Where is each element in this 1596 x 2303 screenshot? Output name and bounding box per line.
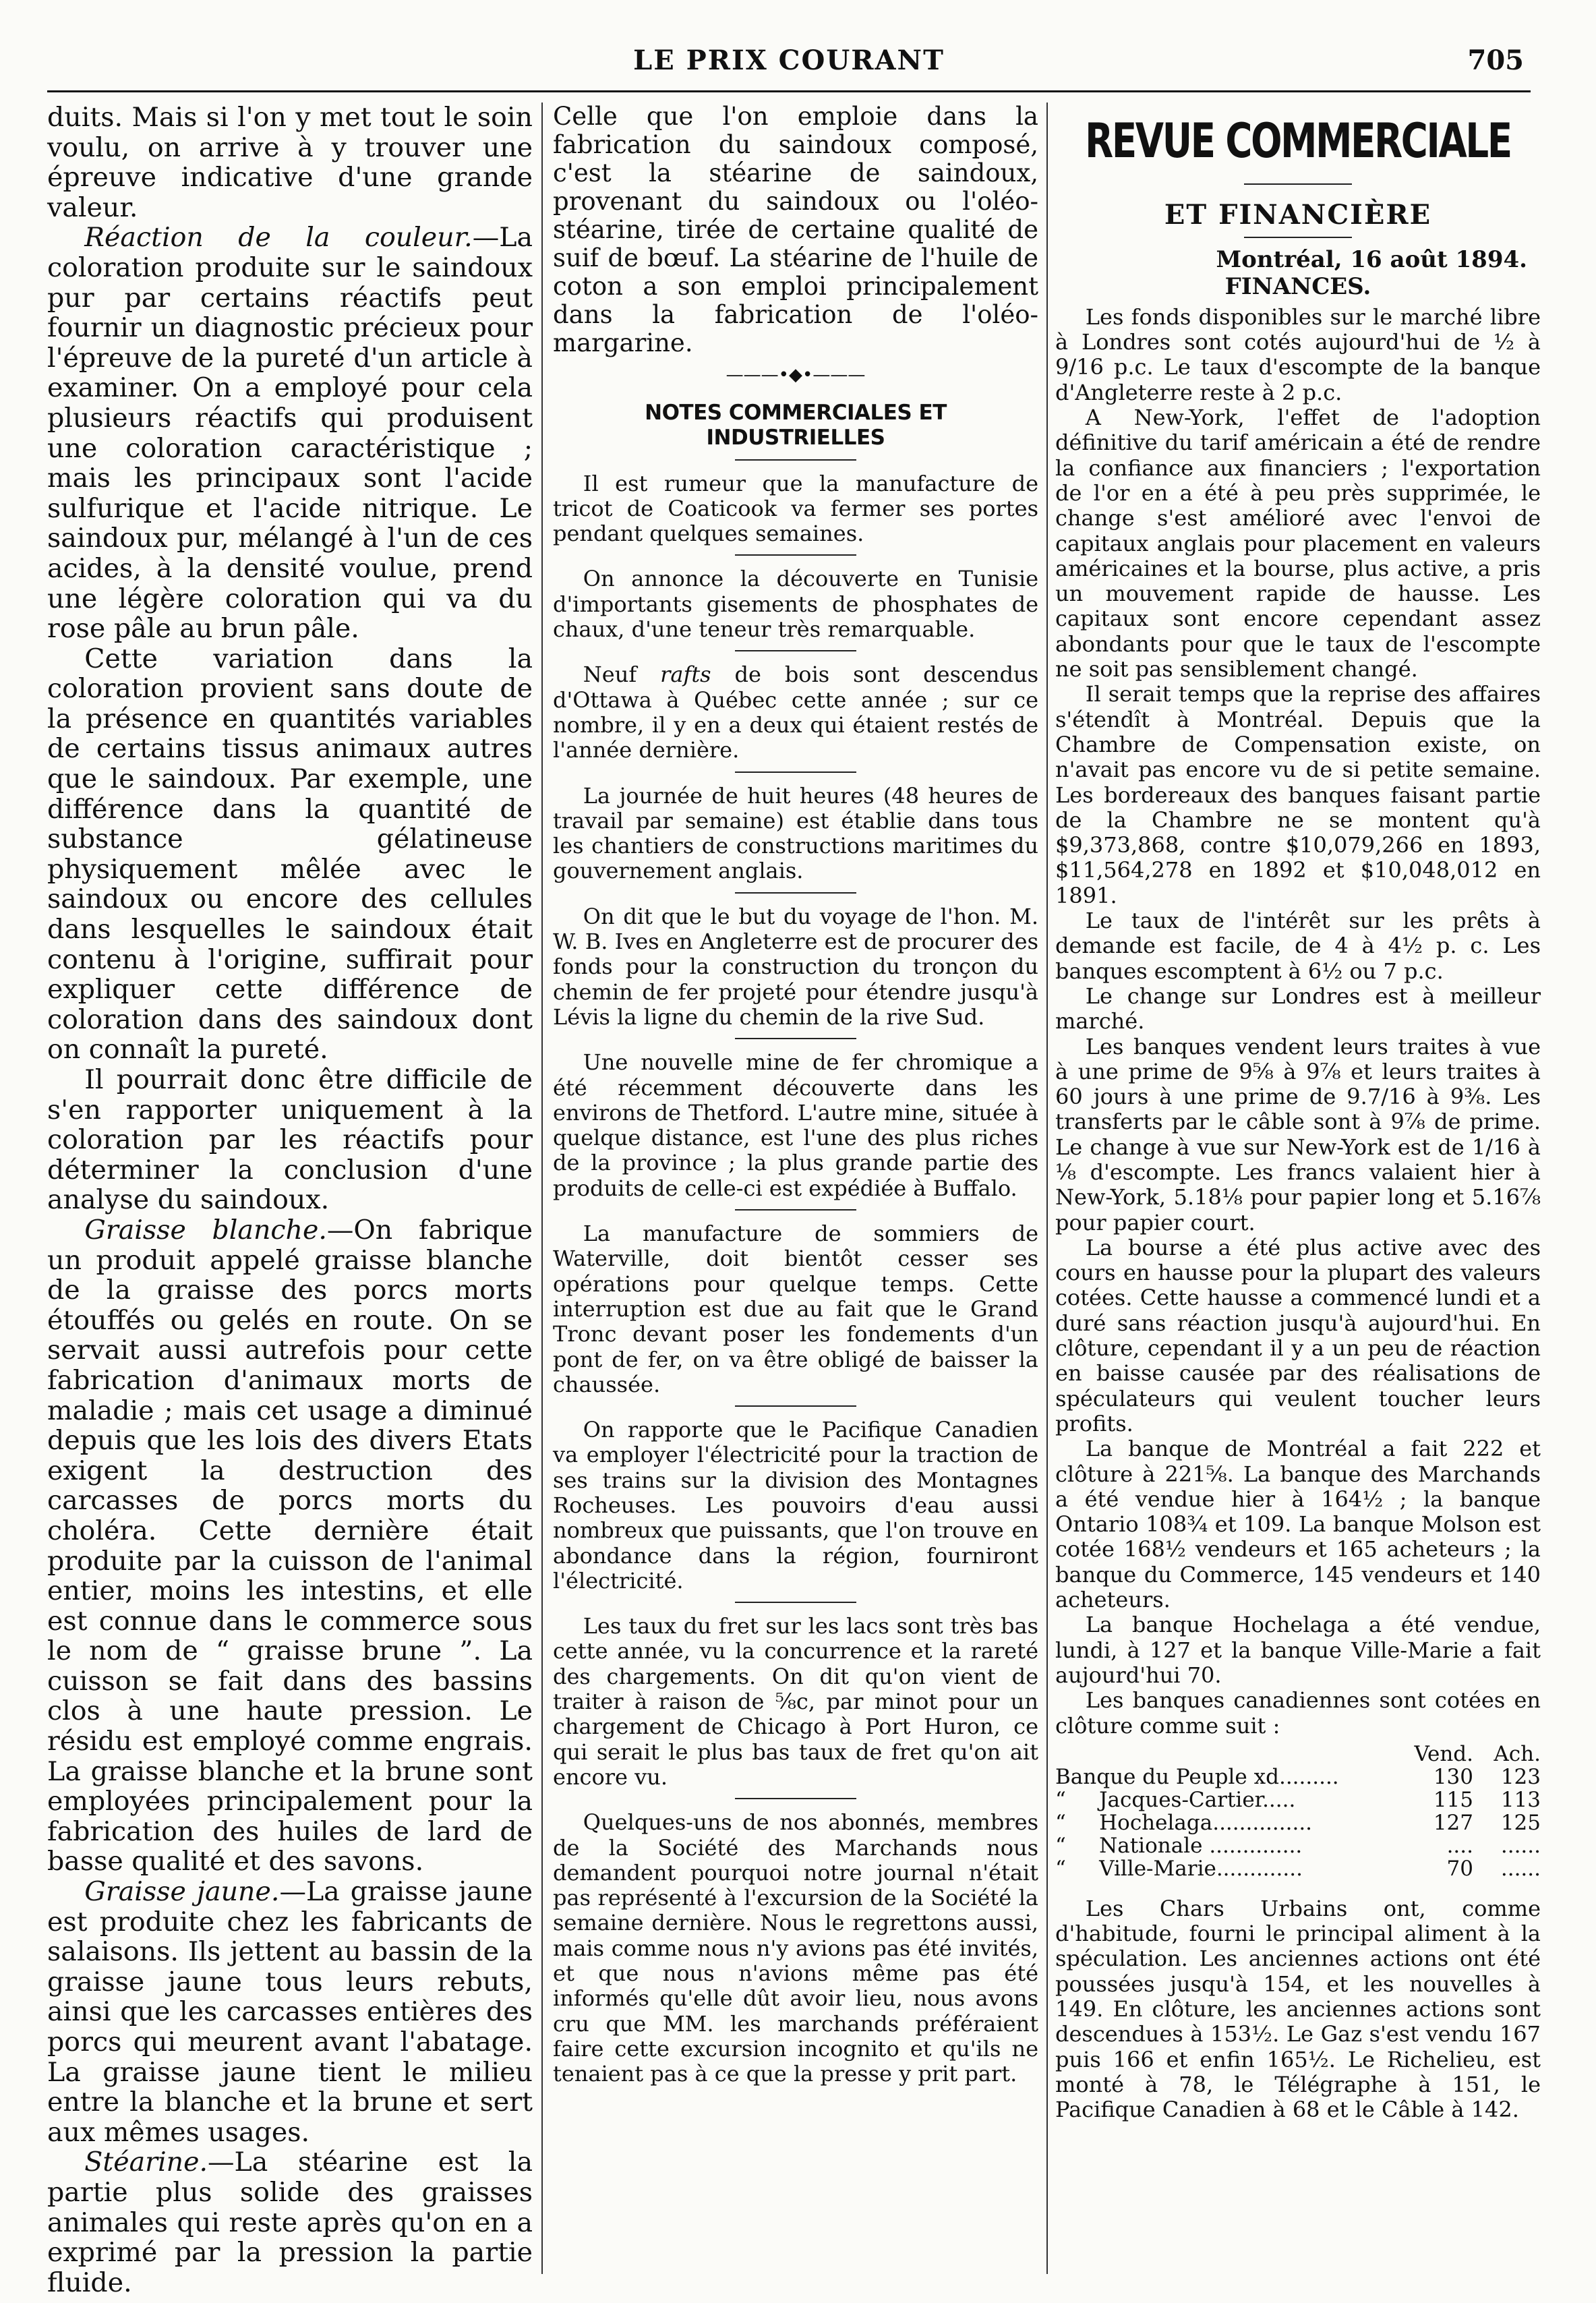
paragraph: Les banques vendent leurs traites à vue à une prime de 9⅝ à 9⅞ et leurs traites à 60 jours à une prime de 9.7/16 à 9⅜. Les transferts par le câble sont à 9⅞ de prime. Le change à vue sur New-York est de 1/16 à ⅛ d'escompte. Les francs valaient hier à New-York, 5.18⅛ pour papier long et 5.16⅞ pour papier court. bbox=[1055, 1033, 1541, 1235]
run-in-heading: Stéarine. bbox=[84, 2147, 208, 2178]
column-header-vend: Vend. bbox=[1414, 1741, 1473, 1766]
ach-value: 125 bbox=[1500, 1810, 1541, 1835]
page-number: 705 bbox=[1467, 45, 1524, 76]
paragraph: Il serait temps que la reprise des affaires s'étendît à Montréal. Depuis que la Chambre de Compensation existe, on n'avait pas encore vu de si petite semaine. Les bordereaux des banques faisant partie de la Chambre ne se montent qu'à $9,373,868, contre $10,079,266 en 1893, $11,564,278 en 1892 et $10,048,012 en 1891. bbox=[1055, 681, 1541, 908]
running-header bbox=[47, 42, 1531, 92]
section-heading: NOTES COMMERCIALES ET INDUSTRIELLES bbox=[645, 401, 947, 450]
bank-name: Banque du Peuple xd......... bbox=[1055, 1764, 1339, 1789]
paragraph-reaction-couleur: Réaction de la couleur.—La coloration produite sur le saindoux pur par certains réactifs peut fournir un diagnostic précieux pour l'épreuve de la pureté d'un article à examiner. On a employé pour cela plusieurs réactifs qui produisent une coloration caractéristique ; mais les principaux sont l'acide sulfurique et l'acide nitrique. Le saindoux pur, mélangé à l'un de ces acides, à la densité voulue, prend une légère coloration qui va du rose pâle au brun pâle. bbox=[47, 222, 533, 645]
paragraph: A New-York, l'effet de l'adoption définitive du tarif américain a été de rendre la confiance aux financiers ; l'exportation de l'or en a été à peu près supprimée, le change s'est amélioré avec l'envoi de capitaux anglais pour placement en valeurs américaines et la bourse, plus active, a pris un mouvement rapide de hausse. Les capitaux sont encore cependant assez abondants pour que le taux de l'escompte ne soit pas sensiblement changé. bbox=[1055, 405, 1541, 682]
table-row bbox=[1055, 1788, 1541, 1811]
run-in-heading: Graisse blanche. bbox=[84, 1214, 327, 1246]
rule bbox=[735, 554, 856, 556]
paragraph: La banque de Montréal a fait 222 et clôture à 221⅝. La banque des Marchands a été vendue hier à 164½ ; la banque Ontario 108¾ et 109. La banque Molson est cotée 168½ vendeurs et 165 acheteurs ; la banque du Commerce, 145 vendeurs et 140 acheteurs. bbox=[1055, 1436, 1541, 1613]
news-item: Quelques-uns de nos abonnés, membres de la Société des Marchands nous demandent pourquoi notre journal n'était pas représenté à l'excursion de la Société la semaine dernière. Nous le regrettons aussi, mais comme nous n'y avions pas été invités, et que nous n'avions même pas été informés qu'elle dût avoir lieu, nous avons cru que MM. les marchands préféraient faire cette excursion incognito et qu'ils ne tenaient pas à ce que la presse y prit part. bbox=[553, 1809, 1038, 2087]
paragraph: Le change sur Londres est à meilleur marché. bbox=[1055, 983, 1541, 1034]
table-row bbox=[1055, 1857, 1541, 1880]
news-item: La journée de huit heures (48 heures de travail par semaine) est établie dans tous les chantiers de constructions maritimes du gouvernement anglais. bbox=[553, 782, 1038, 884]
paragraph: Les Chars Urbains ont, comme d'habitude, fourni le principal aliment à la spéculation. Les anciennes actions ont été poussées jusqu'à 154, et les nouvelles à 149. En clôture, les anciennes actions sont descendues à 153½. Le Gaz s'est vendu 167 puis 166 et enfin 165½. Le Richelieu, est monté à 78, le Télégraphe à 151, le Pacifique Canadien à 68 et le Câble à 142. bbox=[1055, 1895, 1541, 2123]
paragraph-stearine: Stéarine.—La stéarine est la partie plus solide des graisses animales qui reste après qu'on en a exprimé par la pression la partie fluide. bbox=[47, 2147, 533, 2298]
rule bbox=[735, 1798, 856, 1799]
table-row bbox=[1055, 1834, 1541, 1857]
rule bbox=[735, 892, 856, 894]
news-item: Les taux du fret sur les lacs sont très bas cette année, vu la concurrence et la rareté des chargements. On dit qu'on vient de traiter à raison de ⅝c, par minot pour un chargement de Chicago à Port Huron, ce qui serait le plus bas taux de fret qu'on ait encore vu. bbox=[553, 1613, 1038, 1790]
dateline: Montréal, 16 août 1894. bbox=[1216, 246, 1527, 274]
bank-quotes-table bbox=[1055, 1743, 1541, 1880]
run-in-heading: Graisse jaune. bbox=[84, 1876, 280, 1908]
table-row bbox=[1055, 1766, 1541, 1788]
rule bbox=[735, 1209, 856, 1211]
ach-value: 123 bbox=[1500, 1764, 1541, 1789]
paragraph: La banque Hochelaga a été vendue, lundi, à 127 et la banque Ville-Marie a fait aujourd'hui 70. bbox=[1055, 1612, 1541, 1688]
section-masthead: REVUE COMMERCIALE bbox=[1085, 113, 1511, 169]
ornament-divider: ———•◆•——— bbox=[726, 365, 866, 385]
rule bbox=[735, 1038, 856, 1039]
column-rule-1 bbox=[541, 103, 543, 2274]
paragraph: Cette variation dans la coloration provient sans doute de la présence en quantités variables de certains tissus animaux autres que le saindoux. Par exemple, une différence dans la quantité de substance gélatineuse physiquement mêlée avec le saindoux ou encore des cellules dans lesquelles le saindoux était contenu à l'origine, suffirait pour expliquer cette différence de coloration dans des saindoux dont on connaît la pureté. bbox=[47, 643, 533, 1066]
vend-value: 115 bbox=[1433, 1787, 1473, 1812]
paragraph: Les banques canadiennes sont cotées en clôture comme suit : bbox=[1055, 1687, 1541, 1739]
column-rule-2 bbox=[1046, 103, 1048, 2274]
vend-value: 130 bbox=[1433, 1764, 1473, 1789]
bank-name: “ Ville-Marie............. bbox=[1055, 1856, 1303, 1881]
paragraph-continuation: Celle que l'on emploie dans la fabrication du saindoux composé, c'est la stéarine de saindoux, provenant du saindoux ou l'oléo-stéarine, tirée de certaine qualité de suif de bœuf. La stéarine de l'huile de coton a son emploi principalement dans la fabrication de l'oléo-margarine. bbox=[553, 102, 1038, 357]
section-title: FINANCES. bbox=[1224, 272, 1371, 300]
bank-name: “ Hochelaga............... bbox=[1055, 1810, 1313, 1835]
ach-value: 113 bbox=[1500, 1787, 1541, 1812]
bank-name: “ Nationale .............. bbox=[1055, 1833, 1303, 1858]
journal-title: LE PRIX COURANT bbox=[633, 45, 945, 76]
rule bbox=[1244, 183, 1352, 185]
news-item: On rapporte que le Pacifique Canadien va employer l'électricité pour la traction de ses trains sur la division des Montagnes Rocheuses. Les pouvoirs d'eau aussi nombreux que puissants, que l'on trouve en abondance dans la région, fourniront l'électricité. bbox=[553, 1417, 1038, 1594]
paragraph: La bourse a été plus active avec des cours en hausse pour la plupart des valeurs cotées. Cette hausse a commencé lundi et a duré sans réaction jusqu'à aujourd'hui. En clôture, cependant il y a un peu de réaction en baisse causée par des réalisations de spéculateurs qui veulent toucher leurs profits. bbox=[1055, 1234, 1541, 1436]
news-item: Il est rumeur que la manufacture de tricot de Coaticook va fermer ses portes pendant quelques semaines. bbox=[553, 470, 1038, 547]
column-notes-commerciales bbox=[553, 103, 1038, 2281]
column-header-ach: Ach. bbox=[1494, 1741, 1541, 1766]
paragraph-graisse-blanche: Graisse blanche.—On fabrique un produit appelé graisse blanche de la graisse des porcs morts étouffés ou gelés en route. On se servait aussi autrefois pour cette fabrication d'animaux morts de maladie ; mais cet usage a diminué depuis que les lois des divers Etats exigent la destruction des carcasses de porcs morts du choléra. Cette dernière était produite par la cuisson de l'animal entier, moins les intestins, et elle est connue dans le commerce sous le nom de “ graisse brune ”. La cuisson se fait dans des bassins clos à une haute pression. Le résidu est employé comme engrais. La graisse blanche et la brune sont employées principalement pour la fabrication des huiles de lard de basse qualité et des savons. bbox=[47, 1214, 533, 1877]
news-item: Neuf rafts de bois sont descendus d'Ottawa à Québec cette année ; sur ce nombre, il y en a deux qui étaient restés de l'année dernière. bbox=[553, 662, 1039, 763]
column-lard-article bbox=[47, 102, 533, 2298]
news-item: Une nouvelle mine de fer chromique a été récemment découverte dans les environs de Thetford. L'autre mine, située à quelque distance, est l'une des plus riches de la province ; la plus grande partie des produits de celle-ci est expédiée à Buffalo. bbox=[553, 1049, 1038, 1201]
rule bbox=[735, 1405, 856, 1407]
column-revue-commerciale bbox=[1055, 103, 1541, 2281]
rule bbox=[735, 459, 856, 461]
section-subtitle: ET FINANCIÈRE bbox=[1164, 199, 1432, 231]
table-row bbox=[1055, 1811, 1541, 1834]
ach-value: ...... bbox=[1500, 1856, 1541, 1881]
bank-name: “ Jacques-Cartier..... bbox=[1055, 1787, 1296, 1812]
news-item: On annonce la découverte en Tunisie d'importants gisements de phosphates de chaux, d'une teneur très remarquable. bbox=[553, 566, 1038, 643]
ach-value: ...... bbox=[1500, 1833, 1541, 1858]
rule bbox=[735, 650, 856, 651]
vend-value: 127 bbox=[1433, 1810, 1473, 1835]
vend-value: 70 bbox=[1446, 1856, 1473, 1881]
news-item: On dit que le but du voyage de l'hon. M. W. B. Ives en Angleterre est de procurer des fonds pour la construction du tronçon du chemin de fer projeté pour étendre jusqu'à Lévis la ligne du chemin de la rive Sud. bbox=[553, 903, 1038, 1030]
table-header-row bbox=[1055, 1743, 1541, 1766]
paragraph: Les fonds disponibles sur le marché libre à Londres sont cotés aujourd'hui de ½ à 9/16 p.c. Le taux d'escompte de la banque d'Angleterre reste à 2 p.c. bbox=[1055, 303, 1541, 405]
paragraph: Le taux de l'intérêt sur les prêts à demande est facile, de 4 à 4½ p. c. Les banques escomptent à 6½ ou 7 p.c. bbox=[1055, 908, 1541, 984]
rule bbox=[735, 1602, 856, 1603]
paragraph-graisse-jaune: Graisse jaune.—La graisse jaune est produite chez les fabricants de salaisons. Ils jettent au bassin de la graisse jaune tous leurs rebuts, ainsi que les carcasses entières des porcs qui meurent avant l'abatage. La graisse jaune tient le milieu entre la blanche et la brune et sert aux mêmes usages. bbox=[47, 1876, 533, 2148]
paragraph: duits. Mais si l'on y met tout le soin voulu, on arrive à y trouver une épreuve indicative d'une grande valeur. bbox=[47, 102, 533, 223]
vend-value: .... bbox=[1446, 1833, 1473, 1858]
paragraph: Il pourrait donc être difficile de s'en rapporter uniquement à la coloration par les réactifs pour déterminer la conclusion d'une analyse du saindoux. bbox=[47, 1064, 533, 1216]
news-item: La manufacture de sommiers de Waterville, doit bientôt cesser ses opérations pour quelque temps. Cette interruption est due au fait que le Grand Tronc devant poser les fondements d'un pont de fer, on va être obligé de baisser la chaussée. bbox=[553, 1221, 1038, 1397]
run-in-heading: Réaction de la couleur. bbox=[84, 222, 473, 254]
rule bbox=[735, 771, 856, 773]
rule bbox=[1244, 237, 1352, 238]
